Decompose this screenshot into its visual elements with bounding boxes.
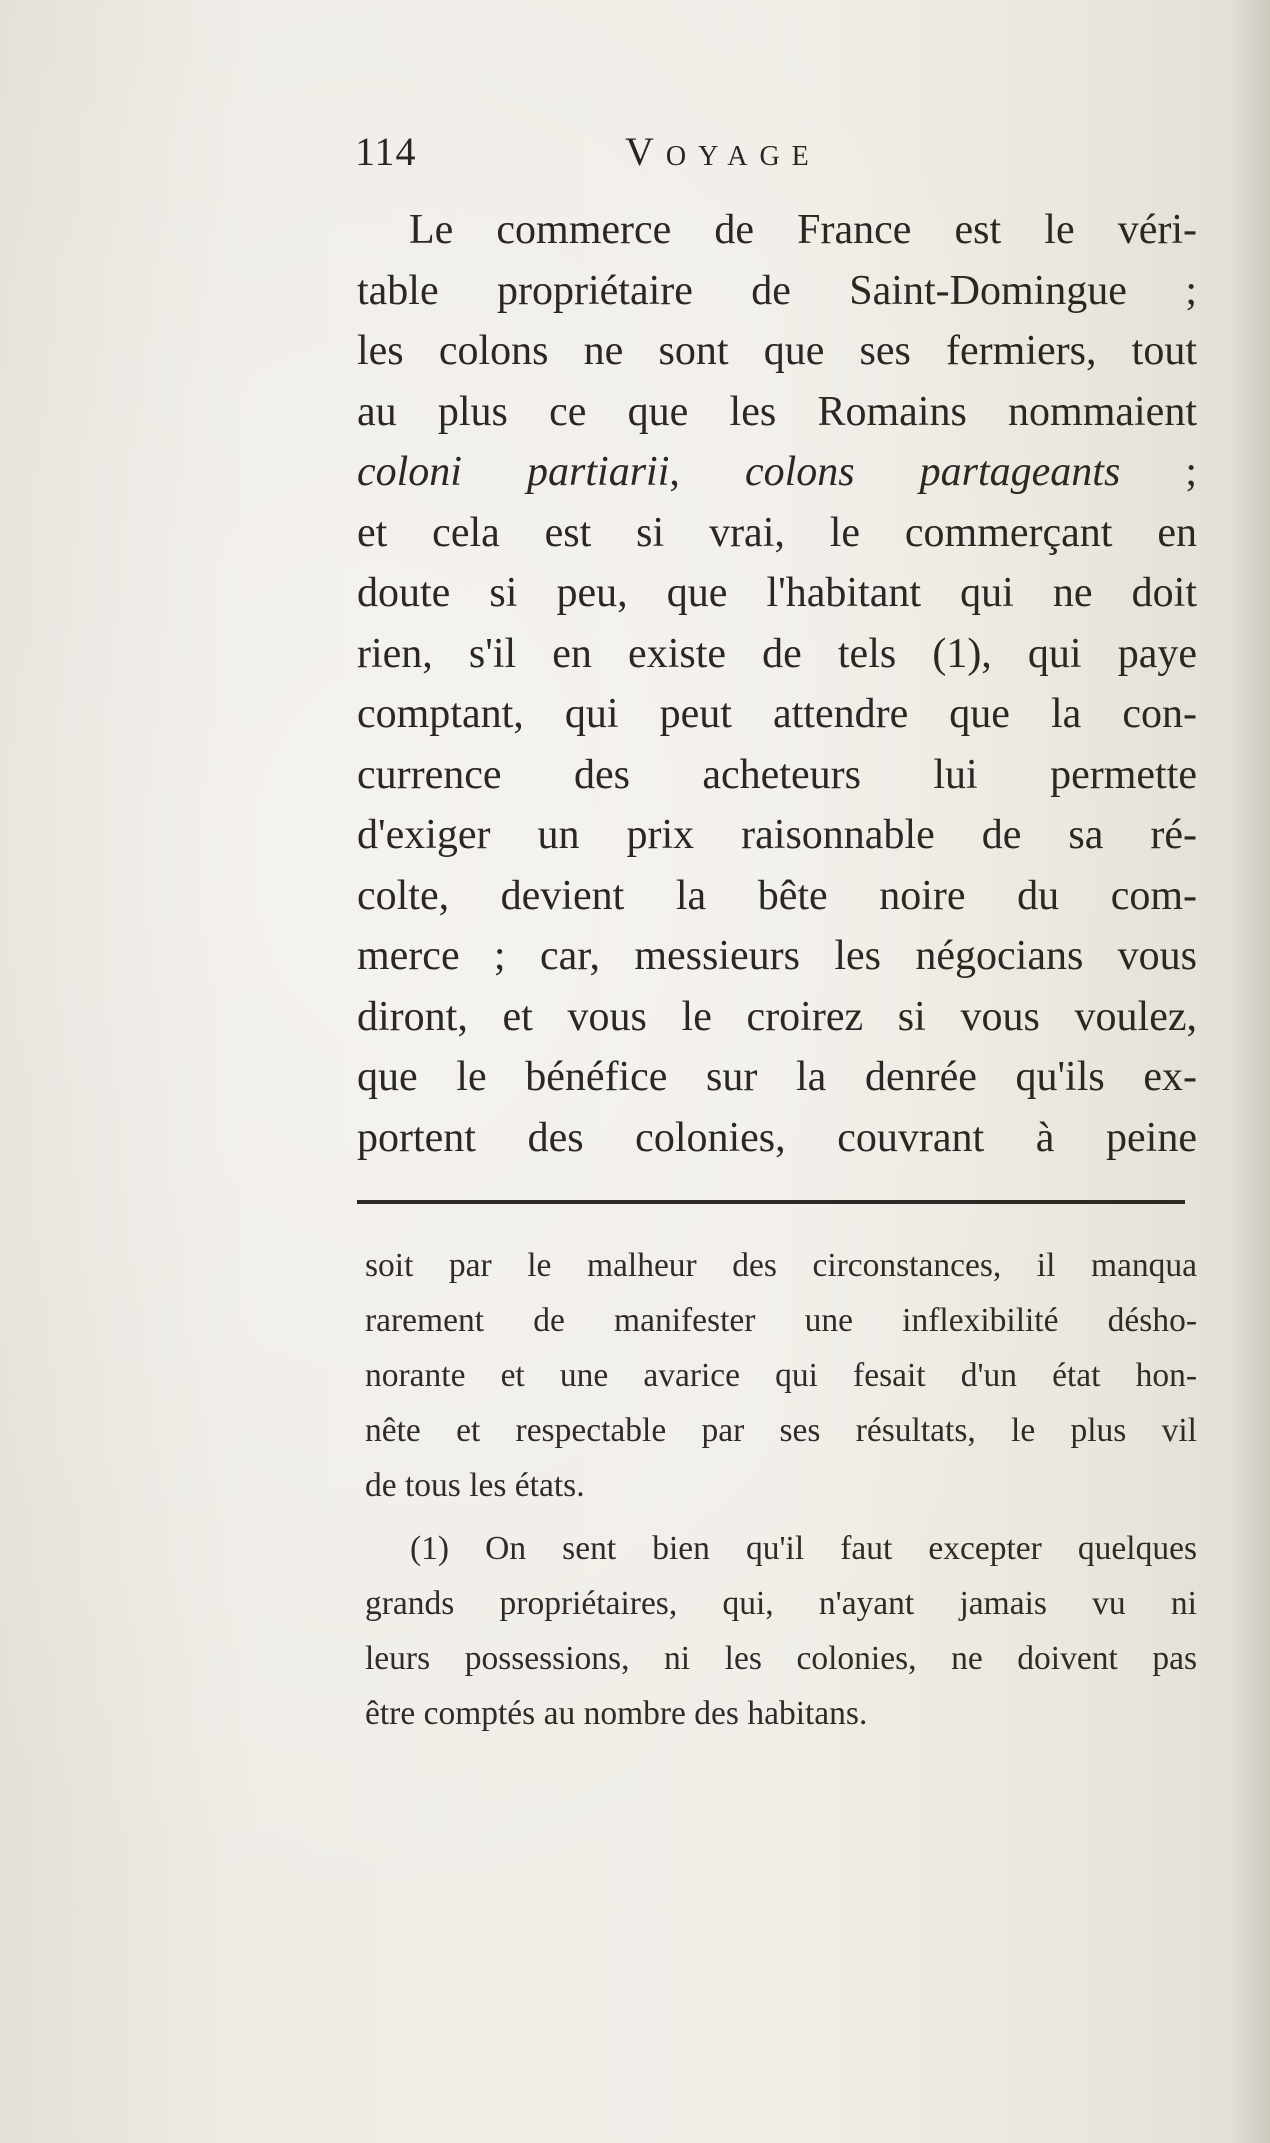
- punctuation: ;: [1120, 449, 1198, 495]
- text-line: doute si peu, que l'habitant qui ne doit: [357, 570, 1197, 616]
- page-header: [355, 128, 1195, 178]
- footnote-rule: [357, 1200, 1185, 1204]
- italic-phrase: colons partageants: [744, 449, 1121, 495]
- text-line: colte, devient la bête noire du com-: [357, 872, 1197, 919]
- text-line: d'exiger un prix raisonnable de sa ré-: [357, 812, 1197, 858]
- footnote-1-line: être comptés au nombre des habitans.: [365, 1695, 868, 1732]
- text-line-italic: [357, 442, 1197, 503]
- page-number: 114: [355, 129, 417, 174]
- text-line: table propriétaire de Saint-Domingue ;: [357, 267, 1197, 314]
- text-line: Le commerce de France est le véri-: [409, 207, 1197, 253]
- footnote-line: nête et respectable par ses résultats, le plus vil: [365, 1412, 1197, 1449]
- footnote-1-line: (1) On sent bien qu'il faut excepter quelques: [410, 1530, 1197, 1567]
- text-line: rien, s'il en existe de tels (1), qui paye: [357, 630, 1197, 677]
- separator: ,: [669, 449, 745, 495]
- footnote-1-line: grands propriétaires, qui, n'ayant jamais vu ni: [365, 1585, 1197, 1622]
- text-line: au plus ce que les Romains nommaient: [357, 388, 1197, 435]
- italic-phrase: coloni partiarii: [357, 449, 670, 495]
- text-line: portent des colonies, couvrant à peine: [357, 1114, 1197, 1161]
- text-line: currence des acheteurs lui permette: [357, 751, 1197, 798]
- text-line: les colons ne sont que ses fermiers, tout: [357, 328, 1197, 374]
- main-text-block: [357, 200, 1197, 1168]
- text-line: merce ; car, messieurs les négocians vous: [357, 933, 1197, 979]
- page-edge-shadow: [1230, 0, 1270, 2143]
- text-line: que le bénéfice sur la denrée qu'ils ex-: [357, 1054, 1197, 1100]
- footnote-line: de tous les états.: [365, 1467, 585, 1504]
- text-line: et cela est si vrai, le commerçant en: [357, 509, 1197, 556]
- text-line: diront, et vous le croirez si vous voulez,: [357, 993, 1197, 1040]
- footnote-1-line: leurs possessions, ni les colonies, ne doivent pas: [365, 1640, 1197, 1677]
- footnote-line: soit par le malheur des circonstances, il manqua: [365, 1247, 1197, 1284]
- running-head: Voyage: [625, 129, 821, 174]
- text-line: comptant, qui peut attendre que la con-: [357, 691, 1197, 737]
- footnotes-block: [365, 1238, 1197, 1741]
- footnote-line: rarement de manifester une inflexibilité désho-: [365, 1302, 1197, 1339]
- footnote-line: norante et une avarice qui fesait d'un état hon-: [365, 1357, 1197, 1394]
